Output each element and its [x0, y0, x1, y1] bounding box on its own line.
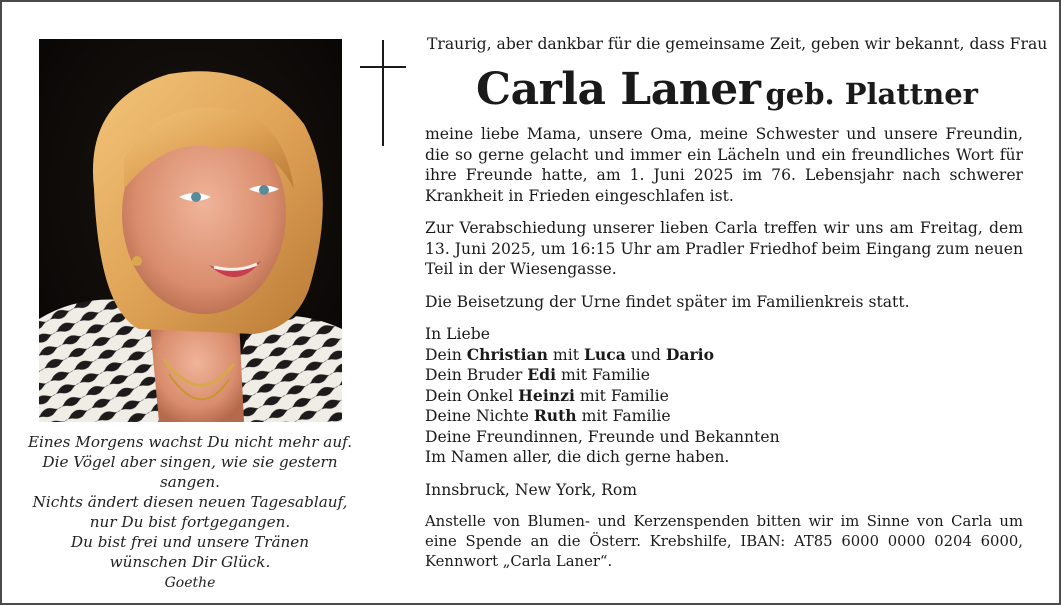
mourner-line: Deine Freundinnen, Freunde und Bekannten: [425, 427, 780, 446]
mourners-heading: In Liebe: [425, 325, 490, 343]
mourner-line: Deine Nichte Ruth mit Familie: [425, 406, 671, 425]
mourner-line: Dein Bruder Edi mit Familie: [425, 365, 651, 384]
mourners-closing: Im Namen aller, die dich gerne haben.: [425, 448, 730, 466]
donation-note: Anstelle von Blumen- und Kerzenspenden bitten wir im Sinne von Carla um eine Spende an die Österr. Krebshilfe, IBAN: AT85 6000 0000 0204 6000, Kennwort „Carla Laner“.: [425, 513, 1023, 570]
paragraph-burial: Die Beisetzung der Urne findet später im Familienkreis statt.: [425, 292, 910, 311]
mourner-line: Dein Christian mit Luca und Dario: [425, 344, 714, 364]
intro-text: Traurig, aber dankbar für die gemeinsame Zeit, geben wir bekannt, dass Frau: [427, 35, 1048, 53]
obituary-body: [425, 124, 1023, 572]
poem-author: Goethe: [164, 575, 216, 591]
mourner-line: Dein Onkel Heinzi mit Familie: [425, 385, 669, 405]
paragraph-life: meine liebe Mama, unsere Oma, meine Schwester und unsere Freundin, die so gerne gelacht und immer ein Lächeln und ein freundliches Wort für ihre Freunde hatte, am 1. Juni 2025 im 76. Lebensjahr nach schwerer Krankheit in Frieden eingeschlafen ist.: [425, 125, 1023, 205]
deceased-full-name: Carla Laner: [476, 64, 761, 115]
poem-line: nur Du bist fortgegangen.: [89, 513, 291, 531]
portrait-photo: [39, 39, 342, 422]
poem-line: wünschen Dir Glück.: [109, 553, 271, 571]
places: Innsbruck, New York, Rom: [425, 480, 638, 499]
paragraph-farewell: Zur Verabschiedung unserer lieben Carla treffen wir uns am Freitag, dem 13. Juni 2025, um 16:15 Uhr am Pradler Friedhof beim Eingang zum neuen Teil in der Wiesengasse.: [425, 219, 1023, 278]
poem-line: Nichts ändert diesen neuen Tagesablauf,: [32, 493, 348, 511]
poem-line: Eines Morgens wachst Du nicht mehr auf.: [27, 433, 353, 451]
poem: [14, 432, 366, 593]
cross-icon: [360, 40, 408, 146]
poem-line: Die Vögel aber singen, wie sie gestern sangen.: [42, 453, 338, 491]
deceased-name: [427, 64, 1027, 115]
poem-line: Du bist frei und unsere Tränen: [70, 533, 310, 551]
maiden-name: geb. Plattner: [765, 77, 978, 111]
